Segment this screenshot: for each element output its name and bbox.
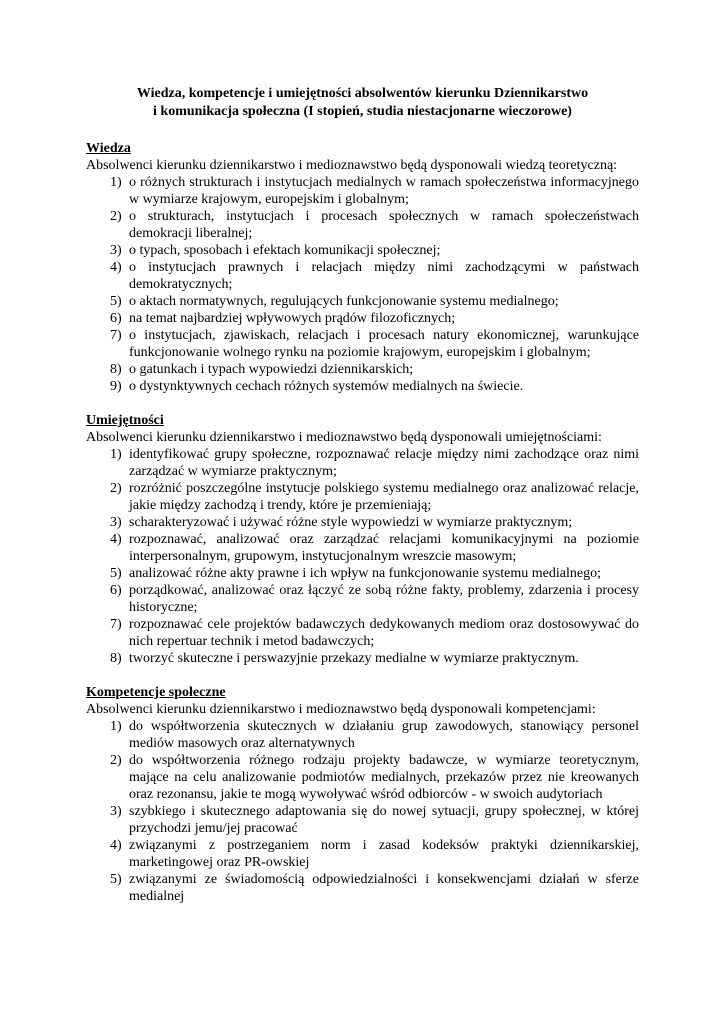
title-line-2: i komunikacja społeczna (I stopień, studia niestacjonarne wieczorowe) [153,104,572,119]
list-item-number: 2) [110,481,122,496]
list-item [86,752,639,803]
list-item-text: związanymi ze świadomością odpowiedzialności i konsekwencjami działań w sferze medialnej [129,872,639,904]
section-list [86,446,639,667]
list-item [86,293,639,310]
list-item-text: o dystynktywnych cechach różnych systemów medialnych na świecie. [129,379,524,394]
list-item [86,650,639,667]
list-item-text: tworzyć skuteczne i perswazyjnie przekazy medialne w wymiarze praktycznym. [129,651,579,666]
list-item-text: do współtworzenia różnego rodzaju projekty badawcze, w wymiarze teoretycznym, mające na celu analizowanie podmiotów medialnych, przekazów przez nie kreowanych oraz rezonansu, jakie te mogą wywoływać wśród odbiorców - w swoich audytoriach [129,753,639,802]
list-item-number: 4) [110,838,122,853]
list-item [86,837,639,871]
list-item [86,378,639,395]
document-page [86,85,639,905]
list-item-number: 9) [110,379,122,394]
section-intro: Absolwenci kierunku dziennikarstwo i medioznawstwo będą dysponowali kompetencjami: [86,702,596,717]
section-heading: Kompetencje społeczne [86,685,226,700]
list-item-number: 3) [110,804,122,819]
list-item-text: o różnych strukturach i instytucjach medialnych w ramach społeczeństwa informacyjnego w wymiarze krajowym, europejskim i globalnym; [129,175,639,207]
list-item-text: na temat najbardziej wpływowych prądów filozoficznych; [129,311,456,326]
section-umiejetnosci [86,412,639,667]
section-intro: Absolwenci kierunku dziennikarstwo i medioznawstwo będą dysponowali umiejętnościami: [86,430,602,445]
list-item-text: związanymi z postrzeganiem norm i zasad kodeksów praktyki dziennikarskiej, marketingowej oraz PR-owskiej [129,838,639,870]
list-item-number: 7) [110,617,122,632]
list-item-text: porządkować, analizować oraz łączyć ze sobą różne fakty, problemy, zdarzenia i procesy historyczne; [129,583,639,615]
list-item [86,310,639,327]
list-item-number: 7) [110,328,122,343]
list-item [86,616,639,650]
list-item-text: o aktach normatywnych, regulujących funkcjonowanie systemu medialnego; [129,294,559,309]
list-item-number: 1) [110,447,122,462]
list-item-text: o typach, sposobach i efektach komunikacji społecznej; [129,243,441,258]
list-item-text: o strukturach, instytucjach i procesach społecznych w ramach społeczeństwach demokracji liberalnej; [129,209,639,241]
list-item-text: rozpoznawać cele projektów badawczych dedykowanych mediom oraz dostosowywać do nich repertuar technik i metod badawczych; [129,617,639,649]
title-line-1: Wiedza, kompetencje i umiejętności absolwentów kierunku Dziennikarstwo [136,86,589,101]
list-item-number: 8) [110,362,122,377]
section-list [86,174,639,395]
section-heading: Umiejętności [86,413,164,428]
list-item [86,259,639,293]
list-item [86,582,639,616]
list-item-number: 4) [110,532,122,547]
list-item [86,208,639,242]
sections-container [86,140,639,905]
list-item-number: 6) [110,583,122,598]
list-item [86,174,639,208]
list-item [86,531,639,565]
list-item-text: o gatunkach i typach wypowiedzi dziennikarskich; [129,362,414,377]
list-item-number: 8) [110,651,122,666]
list-item [86,803,639,837]
section-list [86,718,639,905]
list-item-number: 2) [110,753,122,768]
list-item [86,480,639,514]
list-item-text: do współtworzenia skutecznych w działaniu grup zawodowych, stanowiący personel mediów masowych oraz alternatywnych [129,719,639,751]
list-item-text: szybkiego i skutecznego adaptowania się do nowej sytuacji, grupy społecznej, w której przychodzi jemu/jej pracować [129,804,639,836]
list-item [86,718,639,752]
list-item-number: 6) [110,311,122,326]
list-item-number: 1) [110,719,122,734]
list-item-text: rozróżnić poszczególne instytucje polskiego systemu medialnego oraz analizować relacje, jakie między zachodzą i trendy, które je przemieniają; [129,481,639,513]
list-item-text: o instytucjach, zjawiskach, relacjach i procesach natury ekonomicznej, warunkujące funkcjonowanie wolnego rynku na poziomie krajowym, europejskim i globalnym; [129,328,639,360]
list-item [86,514,639,531]
list-item-number: 2) [110,209,122,224]
list-item [86,361,639,378]
list-item [86,327,639,361]
list-item-number: 1) [110,175,122,190]
list-item [86,242,639,259]
list-item-text: analizować różne akty prawne i ich wpływ na funkcjonowanie systemu medialnego; [129,566,601,581]
list-item-text: identyfikować grupy społeczne, rozpoznawać relacje między nimi zachodzące oraz nimi zarządzać w wymiarze praktycznym; [129,447,639,479]
section-intro: Absolwenci kierunku dziennikarstwo i medioznawstwo będą dysponowali wiedzą teoretyczną: [86,158,618,173]
section-heading: Wiedza [86,141,131,156]
list-item-number: 4) [110,260,122,275]
list-item-number: 5) [110,294,122,309]
list-item-text: o instytucjach prawnych i relacjach między nimi zachodzącymi w państwach demokratycznych; [129,260,639,292]
list-item-number: 5) [110,566,122,581]
section-kompetencje-spoleczne [86,684,639,905]
list-item [86,565,639,582]
list-item-text: rozpoznawać, analizować oraz zarządzać relacjami komunikacyjnymi na poziomie interpersonalnym, grupowym, instytucjonalnym wreszcie masowym; [129,532,639,564]
document-title [86,85,639,121]
list-item-number: 3) [110,515,122,530]
list-item-number: 5) [110,872,122,887]
list-item [86,446,639,480]
section-wiedza [86,140,639,395]
list-item-number: 3) [110,243,122,258]
list-item-text: scharakteryzować i używać różne style wypowiedzi w wymiarze praktycznym; [129,515,573,530]
list-item [86,871,639,905]
